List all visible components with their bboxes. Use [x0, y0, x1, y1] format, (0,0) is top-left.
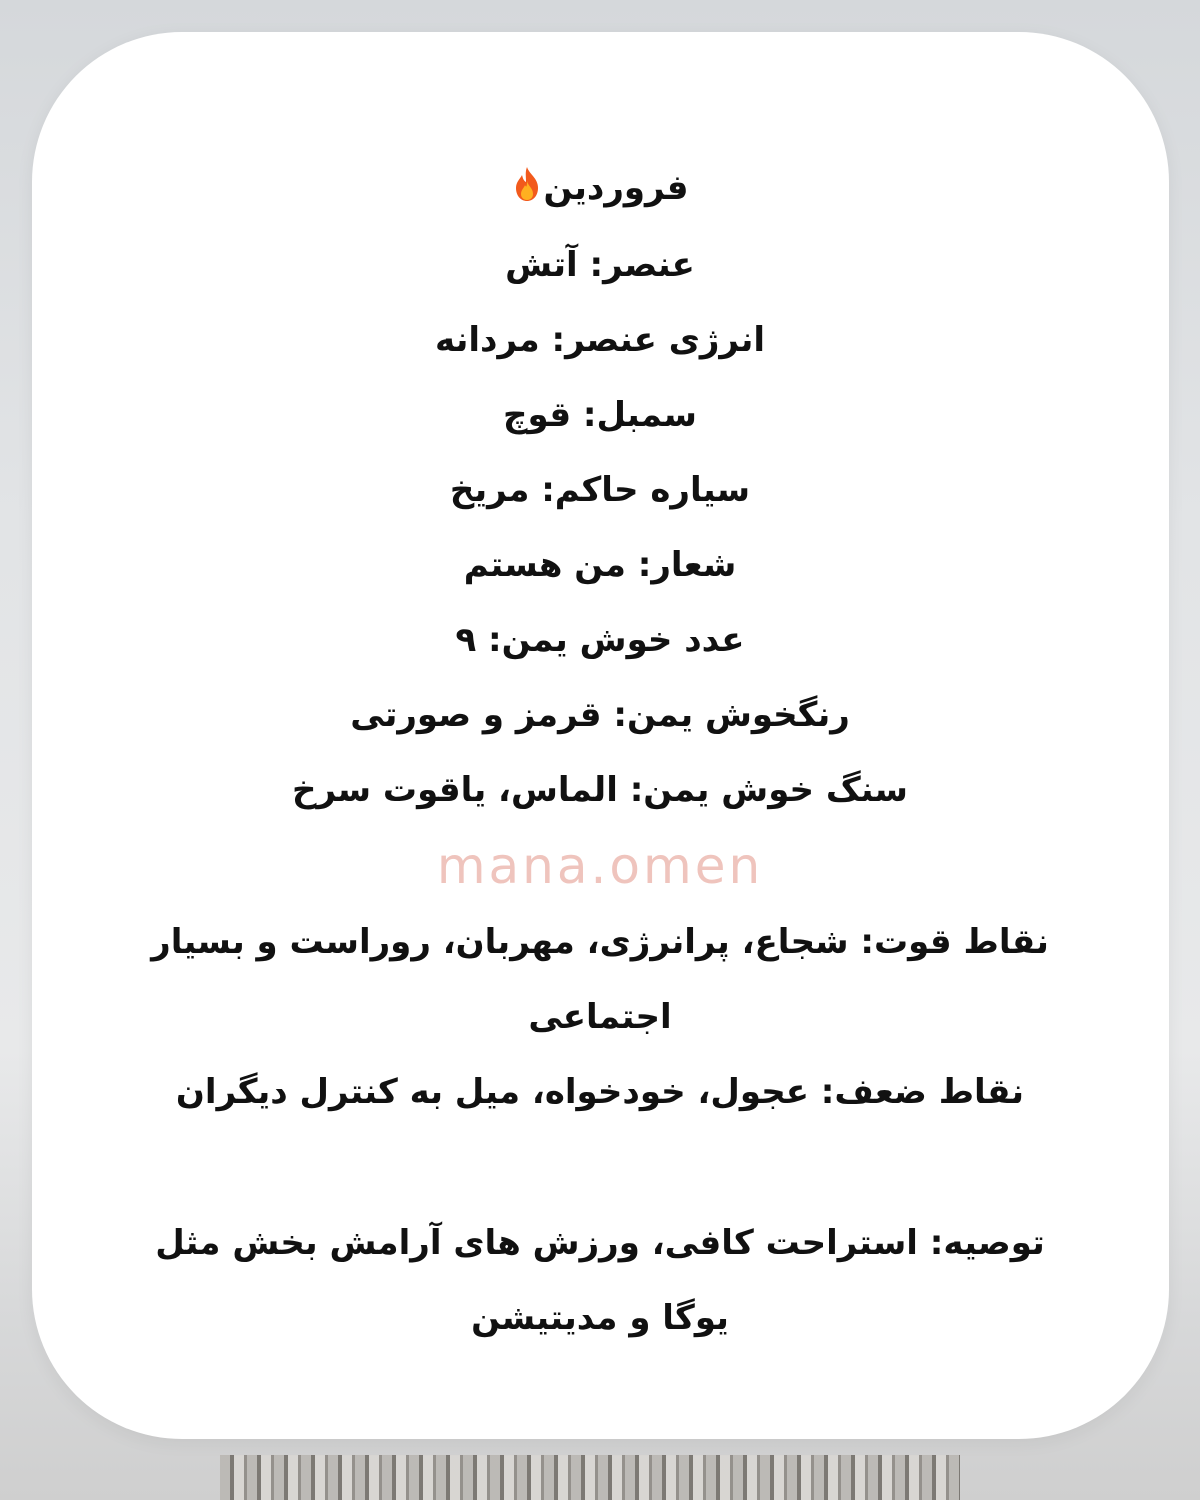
motto-line: شعار: من هستم	[463, 545, 737, 585]
title-text: فروردین	[543, 168, 689, 208]
lucky-color-line: رنگخوش یمن: قرمز و صورتی	[350, 695, 850, 735]
advice-line-1: توصیه: استراحت کافی، ورزش های آرامش بخش مثل	[155, 1223, 1045, 1263]
strengths-line-2: اجتماعی	[528, 997, 672, 1037]
ruling-planet-line: سیاره حاکم: مریخ	[449, 470, 751, 510]
advice-line-2: یوگا و مدیتیشن	[471, 1298, 729, 1338]
watermark-text: mana.omen	[436, 837, 764, 895]
fire-icon	[512, 166, 542, 213]
lucky-stone-line: سنگ خوش یمن: الماس، یاقوت سرخ	[292, 770, 908, 810]
background-photo-detail	[220, 1455, 960, 1500]
title-line	[0, 166, 1200, 213]
element-energy-line: انرژی عنصر: مردانه	[434, 320, 766, 360]
lucky-number-line: عدد خوش یمن: ۹	[455, 620, 745, 660]
element-line: عنصر: آتش	[505, 245, 695, 285]
strengths-line-1: نقاط قوت: شجاع، پرانرژی، مهربان، روراست و بسیار	[151, 922, 1049, 962]
weaknesses-line: نقاط ضعف: عجول، خودخواه، میل به کنترل دیگران	[175, 1072, 1025, 1112]
symbol-line: سمبل: قوچ	[503, 395, 697, 435]
